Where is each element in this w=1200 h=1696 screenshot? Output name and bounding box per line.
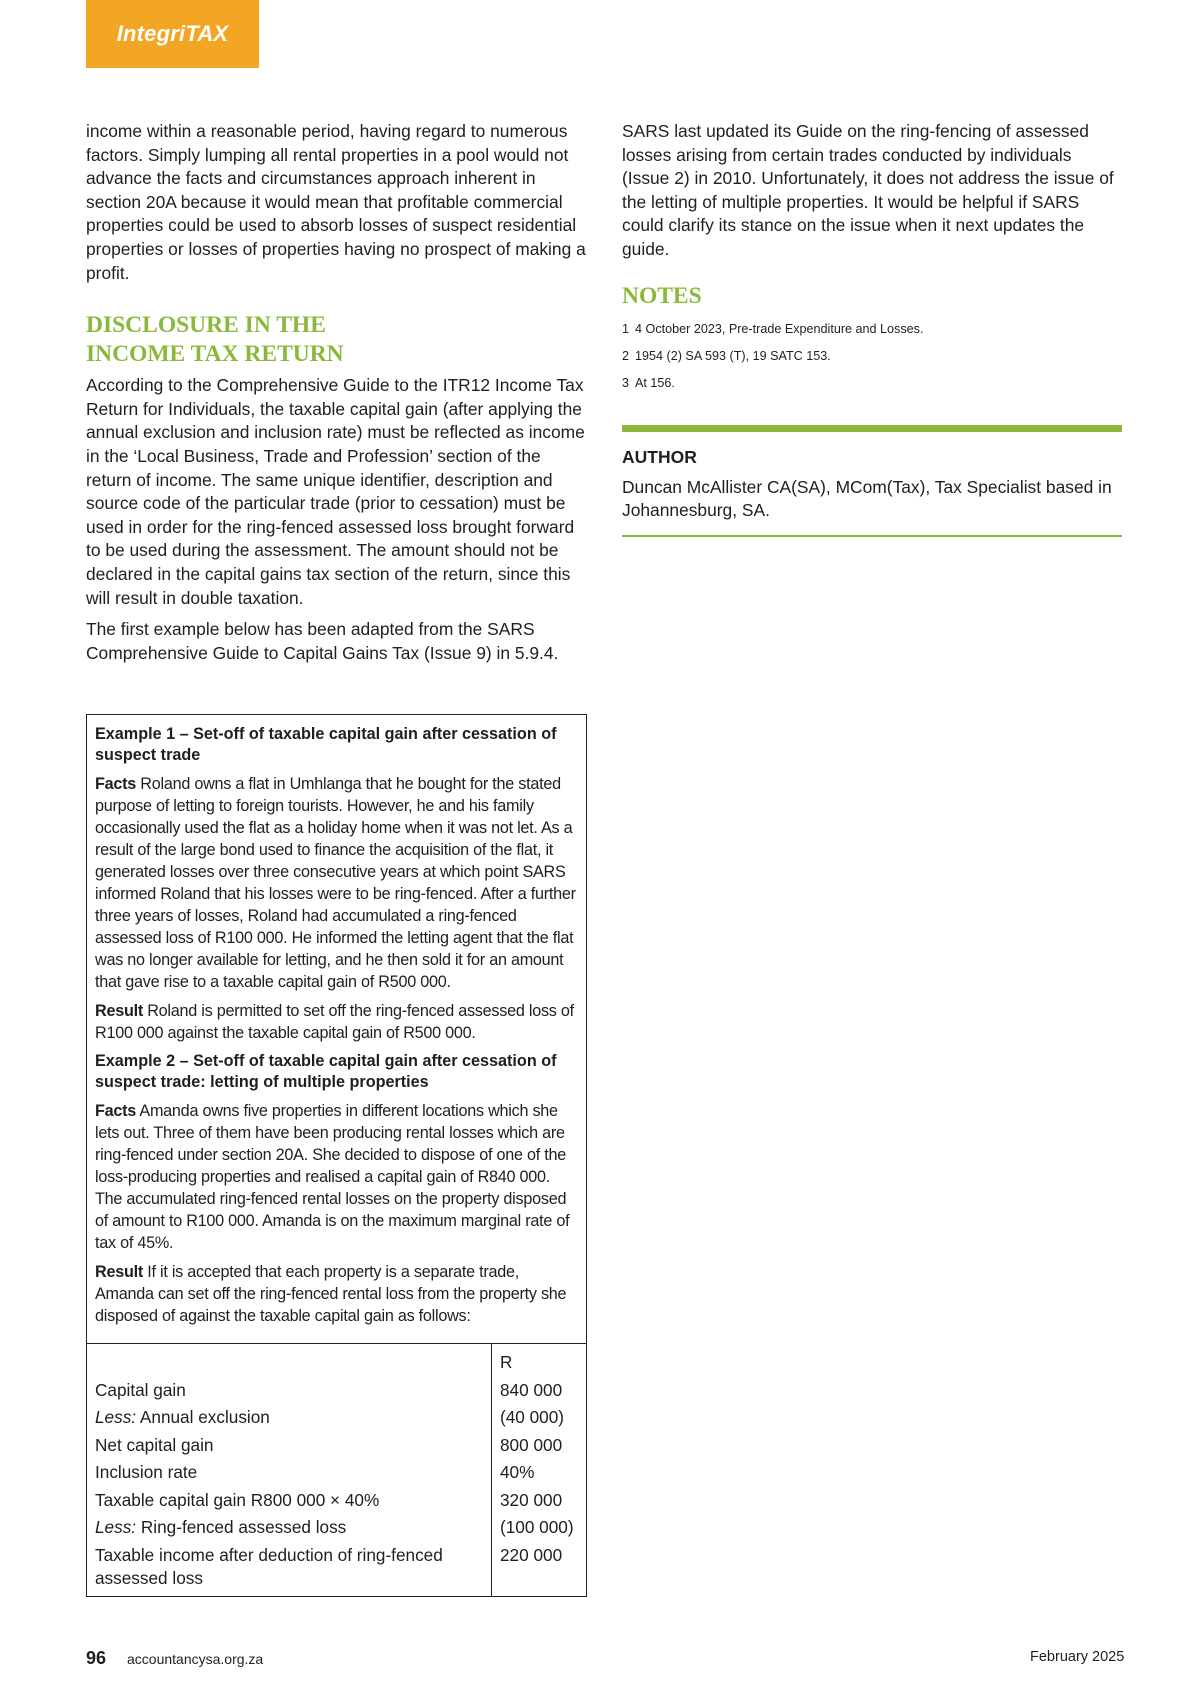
result-label: Result: [95, 1002, 143, 1020]
row-amount: 220 000: [492, 1544, 587, 1596]
example-2-facts: [95, 1100, 578, 1254]
sars-guide-paragraph: SARS last updated its Guide on the ring-fencing of assessed losses arising from certain trades conducted by individuals (Issue 2) in 2010. Unfortunately, it does not address the issue of the letting of multiple properties. It would be helpful if SARS could clarify its stance on the issue when it next updates the guide.: [622, 121, 1114, 259]
row-label: Less: Ring-fenced assessed loss: [95, 1517, 347, 1537]
facts-label: Facts: [95, 775, 137, 793]
example-1-facts: [95, 773, 578, 993]
footer-date: February 2025: [1030, 1649, 1125, 1665]
calculation-table: [87, 1343, 586, 1596]
row-amount: (40 000): [492, 1406, 587, 1434]
table-row: [87, 1379, 586, 1407]
table-row: [87, 1489, 586, 1517]
note-item: [622, 375, 1122, 391]
author-label: AUTHOR: [622, 446, 697, 467]
example-1-title: Example 1 – Set-off of taxable capital gain after cessation of suspect trade: [95, 725, 557, 764]
row-amount: 800 000: [492, 1434, 587, 1462]
footer-url: accountancysa.org.za: [127, 1651, 264, 1667]
integritax-logo: [86, 0, 259, 68]
note-number: 2: [622, 348, 630, 363]
row-label: Taxable capital gain R800 000 × 40%: [95, 1489, 380, 1510]
table-row: [87, 1516, 586, 1544]
heading-line-1: DISCLOSURE IN THE: [86, 312, 326, 339]
table-row: [87, 1461, 586, 1489]
logo-text: IntegriTAX: [116, 21, 229, 46]
example-intro-paragraph: The first example below has been adapted from the SARS Comprehensive Guide to Capital Gains Tax (Issue 9) in 5.9.4.: [86, 619, 559, 663]
example-2-result: [95, 1261, 578, 1327]
row-label: Net capital gain: [95, 1434, 214, 1455]
example-2-result-text: If it is accepted that each property is a separate trade, Amanda can set off the ring-fenced rental loss from the property she disposed of against the taxable capital gain as follows:: [95, 1263, 567, 1325]
table-row: [87, 1544, 586, 1596]
example-1-result-text: Roland is permitted to set off the ring-fenced assessed loss of R100 000 against the taxable capital gain of R500 000.: [95, 1002, 574, 1042]
row-amount: 40%: [492, 1461, 587, 1489]
left-column: [86, 120, 588, 673]
table-row: [87, 1434, 586, 1462]
notes-heading: NOTES: [622, 282, 702, 309]
example-2-facts-text: Amanda owns five properties in different locations which she lets out. Three of them have been producing rental losses which are ring-fenced under section 20A. She decided to dispose of one of the loss-producing properties and realised a capital gain of R840 000. The accumulated ring-fenced rental losses on the property disposed of amount to R100 000. Amanda is on the maximum marginal rate of tax of 45%.: [95, 1102, 570, 1252]
currency-header: R: [492, 1344, 587, 1379]
intro-paragraph: income within a reasonable period, having regard to numerous factors. Simply lumping all rental properties in a pool would not advance the facts and circumstances approach inherent in section 20A because it would mean that profitable commercial properties could be used to absorb losses of suspect residential properties or losses of properties having no prospect of making a profit.: [86, 121, 586, 283]
author-top-rule: [622, 425, 1122, 432]
disclosure-paragraph: According to the Comprehensive Guide to the ITR12 Income Tax Return for Individuals, the taxable capital gain (after applying the annual exclusion and inclusion rate) must be reflected as income in the ‘Local Business, Trade and Profession’ section of the return of income. The same unique identifier, description and source code of the particular trade (prior to cessation) must be used in order for the ring-fenced assessed loss brought forward to be used during the assessment. The amount should not be declared in the capital gains tax section of the return, since this will result in double taxation.: [86, 375, 585, 608]
row-amount: 320 000: [492, 1489, 587, 1517]
note-text: 4 October 2023, Pre-trade Expenditure and Losses.: [635, 321, 924, 336]
page-number: 96: [86, 1648, 107, 1668]
heading-line-2: INCOME TAX RETURN: [86, 341, 344, 368]
facts-label: Facts: [95, 1102, 137, 1120]
row-label: Capital gain: [95, 1379, 186, 1400]
note-number: 1: [622, 321, 630, 336]
row-label: Less: Annual exclusion: [95, 1407, 270, 1427]
row-label: Taxable income after deduction of ring-fenced assessed loss: [95, 1544, 443, 1588]
row-amount: 840 000: [492, 1379, 587, 1407]
table-cell: [87, 1344, 492, 1379]
table-header-row: [87, 1344, 586, 1379]
table-row: [87, 1406, 586, 1434]
result-label: Result: [95, 1263, 143, 1281]
row-label: Inclusion rate: [95, 1462, 198, 1482]
example-1-facts-text: Roland owns a flat in Umhlanga that he bought for the stated purpose of letting to foreign tourists. However, he and his family occasionally used the flat as a holiday home when it was not let. As a result of the large bond used to finance the acquisition of the flat, it generated losses over three consecutive years at which point SARS informed Roland that his losses were to be ring-fenced. After a further three years of losses, Roland had accumulated a ring-fenced assessed loss of R100 000. He informed the letting agent that the flat was no longer available for letting, and he then sold it for an amount that gave rise to a taxable capital gain of R500 000.: [95, 775, 576, 991]
right-column: [622, 120, 1122, 537]
author-text: Duncan McAllister CA(SA), MCom(Tax), Tax Specialist based in Johannesburg, SA.: [622, 476, 1112, 521]
note-text: 1954 (2) SA 593 (T), 19 SATC 153.: [635, 348, 831, 363]
example-1-result: [95, 1000, 578, 1044]
note-item: [622, 348, 1122, 364]
section-heading: [86, 311, 588, 369]
examples-box: [86, 714, 587, 1597]
note-number: 3: [622, 375, 630, 390]
row-amount: (100 000): [492, 1516, 587, 1544]
note-text: At 156.: [635, 375, 675, 390]
note-item: [622, 321, 1122, 337]
example-2-title: Example 2 – Set-off of taxable capital gain after cessation of suspect trade: letting of multiple properties: [95, 1052, 557, 1091]
author-bottom-rule: [622, 535, 1122, 537]
